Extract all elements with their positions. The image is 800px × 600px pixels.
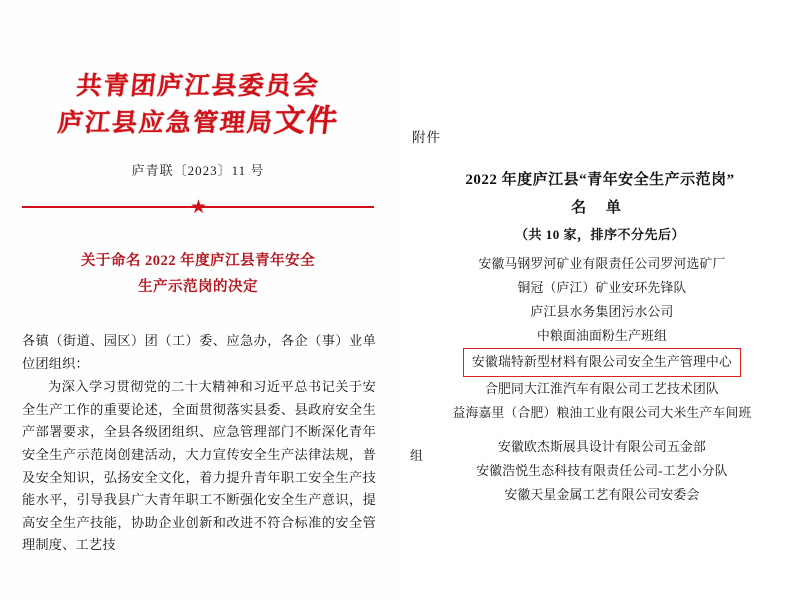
list-item-highlighted (410, 348, 794, 377)
document-body (22, 330, 376, 558)
list-item (410, 401, 794, 425)
document-title-line-1: 关于命名 2022 年度庐江县青年安全 (80, 253, 316, 269)
red-header-line-2 (16, 104, 380, 141)
document-title-line-2: 生产示范岗的决定 (138, 279, 258, 295)
list-subtitle: 名 单 (571, 200, 629, 216)
list-item-label: 合肥同大江淮汽车有限公司工艺技术团队 (485, 382, 719, 396)
list-item-label: 铜冠（庐江）矿业安环先锋队 (517, 281, 687, 295)
attachment-label: 附件 (412, 130, 441, 145)
document-number: 庐青联〔2023〕11 号 (131, 163, 265, 178)
red-header-wenjian: 文件 (272, 103, 341, 138)
body-paragraph-main: 为深入学习贯彻党的二十大精神和习近平总书记关于安全生产工作的重要论述，全面贯彻落实县委、县政府安全生产部署要求，全县各级团组织、应急管理部门不断深化青年安全生产示范岗创建活动，大力宣传安全生产法律法规，普及安全知识，弘扬安全文化，着力提升青年职工安全生产技能水平，引导我县广大青年职工不断强化安全生产意识，提高安全生产技能，协助企业创新和改进不符合标准的安全管理制度、工艺技 (22, 379, 376, 553)
list-item-label: 庐江县水务集团污水公司 (530, 305, 674, 319)
list-item-label: 安徽浩悦生态科技有限责任公司-工艺小分队 (476, 464, 728, 478)
red-header (18, 70, 378, 141)
list-title: 2022 年度庐江县“青年安全生产示范岗” (465, 172, 735, 188)
list-item-label: 安徽欧杰斯展具设计有限公司五金部 (498, 440, 706, 454)
red-header-line-1: 共青团庐江县委员会 (75, 73, 321, 100)
list-item (410, 252, 794, 276)
list-item-label: 安徽瑞特新型材料有限公司安全生产管理中心 (463, 348, 741, 377)
list-item-overflow-char: 组 (410, 449, 423, 463)
list-item-label: 益海嘉里（合肥）粮油工业有限公司大米生产车间班 (452, 406, 752, 420)
document-title (30, 248, 366, 300)
list-item-label: 中粮面油面粉生产班组 (537, 329, 667, 343)
list-item-label: 安徽天星金属工艺有限公司安委会 (504, 488, 700, 502)
list-item (410, 324, 794, 348)
list-item (410, 435, 794, 459)
list-item (410, 276, 794, 300)
red-header-line-2-text: 庐江县应急管理局 (56, 110, 276, 137)
left-document-scan (0, 0, 396, 600)
body-paragraph-salutation: 各镇（街道、园区）团（工）委、应急办，各企（事）业单位团组织： (22, 333, 376, 371)
right-document-scan (400, 0, 800, 600)
list-item (410, 483, 794, 507)
list-item-label: 安徽马钢罗河矿业有限责任公司罗河选矿厂 (478, 257, 726, 271)
list-item (410, 377, 794, 401)
list-count-note: （共 10 家，排序不分先后） (514, 227, 685, 242)
list-item (410, 300, 794, 324)
list-item (410, 459, 794, 483)
award-list (410, 252, 794, 507)
